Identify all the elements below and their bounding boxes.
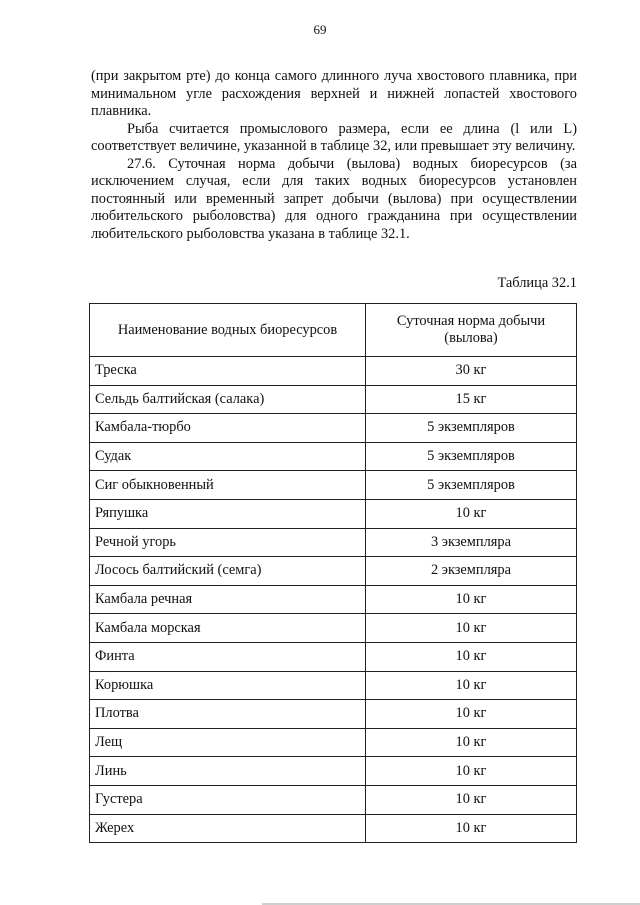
cell-name: Треска: [90, 357, 366, 386]
cell-name: Лосось балтийский (семга): [90, 557, 366, 586]
table-row: [90, 585, 577, 614]
cell-norm: 10 кг: [366, 642, 577, 671]
table-row: [90, 642, 577, 671]
cell-norm: 10 кг: [366, 757, 577, 786]
table-row: [90, 700, 577, 729]
cell-norm: 5 экземпляров: [366, 414, 577, 443]
cell-norm: 5 экземпляров: [366, 442, 577, 471]
table-row: [90, 728, 577, 757]
cell-name: Камбала морская: [90, 614, 366, 643]
cell-norm: 10 кг: [366, 700, 577, 729]
table-row: [90, 499, 577, 528]
cell-norm: 10 кг: [366, 499, 577, 528]
table-row: [90, 671, 577, 700]
table-row: [90, 785, 577, 814]
cell-norm: 2 экземпляра: [366, 557, 577, 586]
paragraph-continuation: (при закрытом рте) до конца самого длинного луча хвостового плавника, при минимальном угле расхождения верхней и нижней лопастей хвостового плавника.: [91, 68, 577, 119]
cell-norm: 10 кг: [366, 585, 577, 614]
table-row: [90, 528, 577, 557]
body-text: [91, 68, 577, 243]
cell-name: Густера: [90, 785, 366, 814]
cell-name: Камбала речная: [90, 585, 366, 614]
cell-norm: 3 экземпляра: [366, 528, 577, 557]
column-header-name: Наименование водных биоресурсов: [90, 304, 366, 357]
cell-name: Финта: [90, 642, 366, 671]
cell-norm: 30 кг: [366, 357, 577, 386]
cell-name: Плотва: [90, 700, 366, 729]
table-row: [90, 757, 577, 786]
cell-norm: 5 экземпляров: [366, 471, 577, 500]
daily-catch-table: [89, 303, 577, 843]
cell-name: Лещ: [90, 728, 366, 757]
table-row: [90, 471, 577, 500]
table-row: [90, 414, 577, 443]
cell-name: Судак: [90, 442, 366, 471]
cell-name: Камбала-тюрбо: [90, 414, 366, 443]
paragraph-daily-norm: 27.6. Суточная норма добычи (вылова) водных биоресурсов (за исключением случая, если для таких водных биоресурсов установлен постоянный или временный запрет добычи (вылова) при осуществлении любительского рыболовства) для одного гражданина при осуществлении любительского рыболовства указана в таблице 32.1.: [91, 155, 577, 242]
cell-name: Речной угорь: [90, 528, 366, 557]
cell-norm: 10 кг: [366, 728, 577, 757]
cell-name: Сельдь балтийская (салака): [90, 385, 366, 414]
cell-name: Линь: [90, 757, 366, 786]
column-header-norm: Суточная норма добычи (вылова): [366, 304, 577, 357]
table-row: [90, 442, 577, 471]
cell-name: Ряпушка: [90, 499, 366, 528]
table-caption: Таблица 32.1: [497, 275, 577, 291]
paragraph-commercial-size: Рыба считается промыслового размера, если ее длина (l или L) соответствует величине, указанной в таблице 32, или превышает эту величину.: [91, 120, 577, 154]
cell-norm: 10 кг: [366, 814, 577, 843]
cell-name: Жерех: [90, 814, 366, 843]
cell-norm: 10 кг: [366, 785, 577, 814]
page-number: 69: [313, 22, 327, 37]
cell-norm: 15 кг: [366, 385, 577, 414]
table-row: [90, 557, 577, 586]
cell-name: Сиг обыкновенный: [90, 471, 366, 500]
table-row: [90, 814, 577, 843]
table-row: [90, 614, 577, 643]
table-row: [90, 357, 577, 386]
cell-norm: 10 кг: [366, 671, 577, 700]
cell-norm: 10 кг: [366, 614, 577, 643]
table-row: [90, 385, 577, 414]
table-header-row: [90, 304, 577, 357]
cell-name: Корюшка: [90, 671, 366, 700]
